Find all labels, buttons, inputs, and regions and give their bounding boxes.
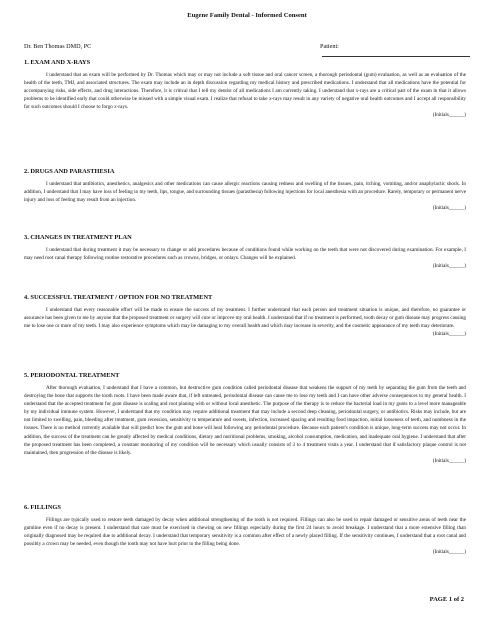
section-title: 4. SUCCESSFUL TREATMENT / OPTION FOR NO TREATMENT <box>24 294 213 301</box>
section-changes-treatment-plan <box>24 234 466 270</box>
page-number: PAGE 1 of 2 <box>429 596 464 603</box>
section-title: 5. PERIODONTAL TREATMENT <box>24 372 120 379</box>
section-periodontal-treatment <box>24 372 466 465</box>
form-header <box>24 43 464 50</box>
initials-field[interactable]: (Initials______) <box>432 331 466 338</box>
section-body: Fillings are typically used to restore teeth damaged by decay when additional strengthening of the tooth is not required. Fillings can also be used to repair damaged or sensitive areas of teeth near the gumline even if no decay is present. I understand that care must be exercised in chewing on new fillings especially during the first 24 hours to avoid breakage. I understand that a more extensive filling than originally diagnosed may be required due to additional decay. I understand that temporary sensitivity is a common after effect of a newly placed filling. If the sensitivity continues, I understand that a root canal and possibly a crown may be needed, even though the tooth may not have hurt prior to the filling being done. <box>24 517 466 548</box>
section-title: 1. EXAM AND X-RAYS <box>24 59 91 66</box>
initials-field[interactable]: (Initials______) <box>432 457 466 464</box>
initials-field[interactable]: (Initials______) <box>432 549 466 556</box>
document-title: Eugene Family Dental - Informed Consent <box>187 12 307 19</box>
section-body: I understand that during treatment it may be necessary to change or add procedures because of conditions found while working on the teeth that were not discovered during examination. For example, I may need root canal therapy following routine restorative procedures such as crowns, bridges, or onlays. Changes will be explained. <box>24 247 466 262</box>
section-title: 2. DRUGS AND PARASTHESIA <box>24 168 115 175</box>
section-fillings <box>24 504 466 556</box>
section-title: 3. CHANGES IN TREATMENT PLAN <box>24 234 132 241</box>
section-title: 6. FILLINGS <box>24 504 61 511</box>
section-exam-xrays <box>24 59 466 120</box>
patient-label: Patient: <box>320 43 339 50</box>
section-body: I understand that antibiotics, anesthetics, analgesics and other medications can cause allergic reactions causing redness and swelling of the tissues, pain, itching, vomiting, and/or anaphylactic shock. In addition, I understand that I may have loss of feeling in my teeth, lips, tongue, and surrounding tissues (parasthesia) following injections for local anesthesia with an procedure. Rarely, temporary or permanent nerve injury and loss of feeling may result from an injection. <box>24 181 466 204</box>
patient-signature-line[interactable] <box>322 50 470 57</box>
section-body: After thorough evaluation, I understand that I have a common, but destructive gum condition called periodontal disease that weakens the support of my teeth by separating the gum from the teeth and destroying the bone that supports the tooth roots. I have been made aware that, if left untreated, periodontal disease can cause me to lose my teeth and I can have other adverse consequences to my general health. I understand that the accepted treatment for gum disease is scaling and root planing with or without local anesthetic. The purpose of the therapy is to reduce the bacterial load in my gums to a level more manageable by my individual immune system. However, I understand that my condition may require additional treatment that may include a second deep cleaning, periodontal surgery, or antibiotics. Risks may include, but are not limited to swelling, pain, bleeding after treatment, gum recession, sensitivity to temperature and sweets, infection, increased spacing and resulting food impaction, initial looseness of teeth, and numbness in the tissues. There is no method currently available that will predict how the gum and bone will heal following any periodontal procedure. Because each patient's condition is unique, long-term success may not occur. In addition, the success of the treatment can be greatly affected by medical conditions, dietary and nutritional problems, smoking, alcohol consumption, medication, and inadequate oral hygiene. I understand that after the proposed treatment has been completed, a constant monitoring of my condition will be necessary which usually consists of 3 to 4 treatment visits a year. I understand that if satisfactory plaque control is not maintained, then progression of the disease is likely. <box>24 385 466 456</box>
section-body: I understand that every reasonable effort will be made to ensure the success of my treatment. I further understand that each person and treatment situation is unique, and therefore, no guarantee or assurance has been given to me by anyone that the proposed treatment or surgery will cure or improve my oral health. I understand that if no treatment is performed, tooth decay or gum disease may progress causing me to lose one or more of my teeth. I may also experience symptoms which may be damaging to my overall health and which may increase in severity, and the cosmetic appearance of my teeth may deteriorate. <box>24 307 466 330</box>
doctor-name: Dr. Ben Thomas DMD, PC <box>24 43 92 50</box>
section-drugs-parasthesia <box>24 168 466 212</box>
initials-field[interactable]: (Initials______) <box>432 263 466 270</box>
patient-field[interactable] <box>320 43 470 57</box>
section-successful-treatment <box>24 294 466 338</box>
initials-field[interactable]: (Initials______) <box>432 112 466 119</box>
initials-field[interactable]: (Initials______) <box>432 205 466 212</box>
section-body: I understand that an exam will be performed by Dr. Thomas which may or may not include a soft tissue and oral cancer screen, a thorough periodontal (gum) evaluation, as well as an evaluation of the health of the teeth, TMJ, and associated structures. The exam may include an in depth discussion regarding my medical history and prescribed medications. I understand that all medications have the potential for accompanying risks, side effects, and drug interactions. Therefore, it is critical that I tell my dentist of all medications I am currently taking. I understand that x-rays are a critical part of the exam in that it allows problems to be identified early that could otherwise be missed with a simple visual exam. I realize that refusal to take x-rays may result in any variety of negative oral health outcomes and I accept all responsibility for such outcomes should I choose to forgo x-rays. <box>24 72 466 111</box>
